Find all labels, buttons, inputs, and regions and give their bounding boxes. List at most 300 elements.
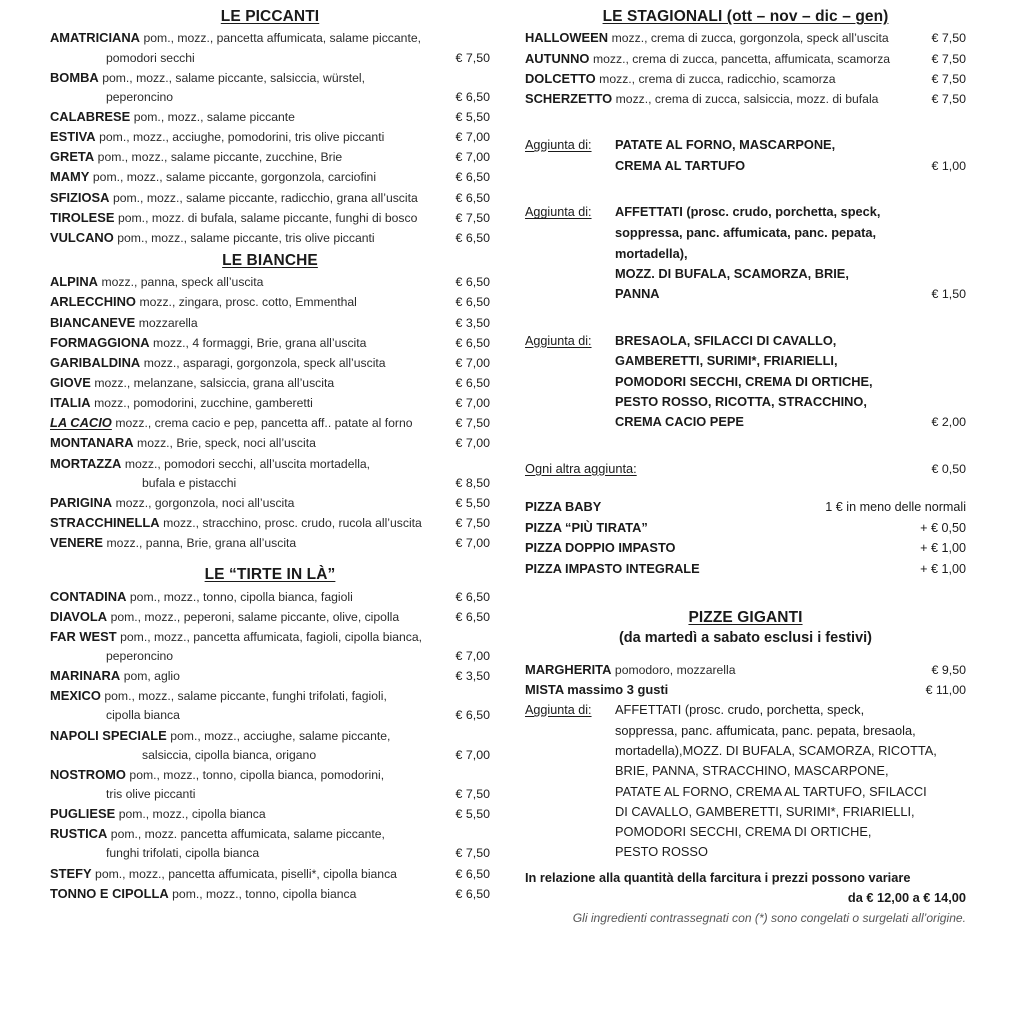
section-heading-stagionali — [525, 7, 966, 26]
section-heading-piccanti — [50, 7, 490, 26]
menu-item-price: € 7,00 — [455, 396, 490, 411]
menu-item-ingredients: pom., mozz., salame piccante — [133, 109, 295, 124]
menu-item-name: MEXICO — [50, 688, 101, 704]
addon-block-giganti — [525, 700, 966, 862]
menu-item-price: € 8,50 — [455, 475, 490, 490]
menu-item-name: DOLCETTO — [525, 70, 596, 86]
menu-row — [50, 864, 490, 884]
menu-item-ingredients: mozz., panna, Brie, grana all’uscita — [106, 536, 297, 551]
menu-row — [50, 208, 490, 228]
menu-item-price: € 7,50 — [455, 210, 490, 225]
menu-item-price: € 5,50 — [455, 109, 490, 124]
menu-row — [525, 680, 966, 700]
menu-row — [50, 513, 490, 533]
menu-item-desc — [525, 89, 909, 109]
menu-item-name: RUSTICA — [50, 826, 108, 842]
menu-item-desc — [50, 28, 435, 48]
menu-item-name: MARGHERITA — [525, 661, 612, 677]
addon-row — [525, 459, 966, 480]
menu-item-price: € 7,50 — [931, 71, 966, 86]
menu-item-price: € 7,50 — [455, 515, 490, 530]
menu-item-ingredients: pom., mozz., pancetta affumicata, fagioli, cipolla bianca, — [120, 629, 423, 644]
menu-row — [525, 28, 966, 48]
menu-row-cont — [50, 844, 490, 863]
spacer — [525, 579, 966, 605]
section-heading-stagionali-text: LE STAGIONALI (ott – nov – dic – gen) — [602, 8, 889, 25]
menu-item-name: TIROLESE — [50, 209, 115, 225]
addon-label: Aggiunta di: — [525, 205, 592, 220]
menu-item-price: € 6,50 — [455, 589, 490, 604]
menu-row — [50, 147, 490, 167]
menu-row — [50, 272, 490, 292]
menu-row — [50, 824, 490, 844]
menu-item-name: MORTAZZA — [50, 455, 122, 471]
addon-row — [525, 135, 966, 156]
menu-item-desc — [50, 824, 435, 844]
menu-item-price: € 7,50 — [931, 91, 966, 106]
section-heading-giganti — [525, 608, 966, 627]
menu-item-desc-cont — [50, 647, 435, 666]
giganti-note-line1: In relazione alla quantità della farcitura i prezzi possono variare — [525, 870, 911, 886]
menu-item-ingredients: mozz., Brie, speck, noci all’uscita — [137, 436, 316, 451]
menu-row-cont — [50, 49, 490, 68]
menu-item-ingredients: pom., mozz., acciughe, salame piccante, — [170, 728, 391, 743]
menu-item-desc — [50, 607, 435, 627]
addon-row — [525, 223, 966, 243]
variante-row — [525, 538, 966, 559]
menu-item-price: € 5,50 — [455, 495, 490, 510]
section-items-stagionali — [525, 28, 966, 109]
section-subheading-giganti: (da martedì a sabato esclusi i festivi) — [618, 629, 873, 646]
menu-item-ingredients: mozz., crema di zucca, pancetta, affumicata, scamorza — [592, 51, 891, 66]
menu-item-ingredients-cont: peperoncino — [106, 89, 174, 104]
menu-item-name: GIOVE — [50, 375, 91, 390]
menu-item-desc-cont — [50, 746, 435, 765]
menu-row — [525, 69, 966, 89]
menu-item-ingredients: pomodoro, mozzarella — [614, 662, 736, 677]
addon-line: AFFETTATI (prosc. crudo, porchetta, speck, — [615, 204, 881, 220]
ogni-altra-aggiunta-label: Ogni altra aggiunta: — [525, 460, 637, 476]
footnote: Gli ingredienti contrassegnati con (*) sono congelati o surgelati all’origine. — [572, 910, 966, 925]
addon-line: CREMA CACIO PEPE — [615, 414, 744, 430]
menu-item-ingredients: pom., mozz., tonno, cipolla bianca, fagioli — [129, 589, 353, 604]
menu-row — [50, 228, 490, 248]
menu-item-ingredients: pom., mozz., salame piccante, funghi trifolati, fagioli, — [104, 689, 387, 704]
menu-item-ingredients: pom., mozz., tonno, cipolla bianca, pomodorini, — [129, 767, 385, 782]
menu-item-name: SCHERZETTO — [525, 90, 613, 106]
menu-item-desc — [50, 884, 435, 904]
addon-row — [525, 412, 966, 433]
menu-row — [525, 49, 966, 69]
addon-row — [525, 761, 966, 781]
menu-item-ingredients: mozz., crema di zucca, radicchio, scamorza — [599, 71, 836, 86]
menu-item-ingredients-cont: cipolla bianca — [106, 708, 180, 723]
menu-item-name: SFIZIOSA — [50, 189, 110, 205]
variante-label: PIZZA BABY — [525, 499, 602, 515]
menu-item-desc-cont — [50, 844, 435, 863]
menu-row — [50, 587, 490, 607]
menu-item-desc — [50, 228, 435, 248]
menu-item-ingredients: mozz., crema cacio e pep, pancetta aff.. patate al forno — [115, 416, 413, 431]
menu-item-desc — [50, 533, 435, 553]
menu-row — [525, 89, 966, 109]
menu-item-ingredients: pom., mozz., cipolla bianca — [118, 807, 266, 822]
variante-row — [525, 518, 966, 539]
menu-item-name: PUGLIESE — [50, 806, 116, 822]
spacer — [525, 650, 966, 660]
menu-item-desc-cont — [50, 49, 435, 68]
menu-item-name: CONTADINA — [50, 588, 127, 604]
section-heading-tirte-text: LE “TIRTE IN LÀ” — [204, 566, 336, 584]
variante-value: + € 0,50 — [920, 520, 966, 535]
addon-row — [525, 331, 966, 352]
menu-item-name: NAPOLI SPECIALE — [50, 727, 167, 743]
menu-item-desc-cont — [50, 88, 435, 107]
addon-row — [525, 264, 966, 284]
menu-item-name: ITALIA — [50, 395, 91, 411]
menu-item-desc — [50, 272, 435, 292]
menu-item-price: € 7,00 — [455, 536, 490, 551]
menu-item-ingredients: pom., mozz. di bufala, salame piccante, funghi di bosco — [117, 210, 418, 225]
addon-row — [525, 700, 966, 721]
section-heading-giganti-text: PIZZE GIGANTI — [688, 609, 803, 627]
menu-item-desc — [50, 433, 435, 453]
menu-item-price: € 6,50 — [455, 866, 490, 881]
menu-item-desc — [50, 454, 435, 474]
menu-item-ingredients: pom., mozz., salame piccante, salsiccia, würstel, — [102, 70, 366, 85]
addon-row — [525, 351, 966, 371]
variante-value: + € 1,00 — [920, 561, 966, 576]
menu-item-desc — [50, 373, 435, 393]
menu-item-desc — [50, 393, 435, 413]
ogni-altra-aggiunta-block — [525, 459, 966, 480]
addon-row — [525, 721, 966, 741]
menu-item-ingredients: pom., mozz., pancetta affumicata, piselli*, cipolla bianca — [95, 866, 397, 881]
menu-row — [50, 373, 490, 393]
menu-item-ingredients: pom., mozz. pancetta affumicata, salame piccante, — [110, 827, 385, 842]
menu-item-desc — [50, 292, 435, 312]
menu-item-price: € 6,50 — [455, 376, 490, 390]
menu-item-price: € 7,00 — [455, 436, 490, 451]
menu-row — [50, 627, 490, 647]
addon-label: Aggiunta di: — [525, 333, 592, 348]
section-heading-bianche-text: LE BIANCHE — [222, 251, 318, 269]
menu-item-name: DIAVOLA — [50, 608, 108, 624]
giganti-note-line2: da € 12,00 a € 14,00 — [847, 889, 966, 905]
menu-row-cont — [50, 647, 490, 666]
menu-row — [50, 607, 490, 627]
addon-row — [525, 244, 966, 264]
menu-item-name: STRACCHINELLA — [50, 514, 160, 530]
addon-line: BRESAOLA, SFILACCI DI CAVALLO, — [615, 332, 837, 348]
menu-row — [50, 393, 490, 413]
menu-item-ingredients: mozz., 4 formaggi, Brie, grana all’uscita — [153, 335, 367, 350]
menu-item-desc — [50, 353, 435, 373]
menu-item-desc — [525, 660, 909, 680]
menu-item-price: € 7,00 — [455, 355, 490, 370]
addon-row — [525, 284, 966, 305]
menu-item-ingredients: pom., mozz., salame piccante, zucchine, Brie — [97, 150, 343, 165]
menu-item-desc — [50, 587, 435, 607]
menu-item-desc — [525, 680, 909, 700]
addon-line: GAMBERETTI, SURIMI*, FRIARIELLI, — [615, 353, 838, 369]
variante-label: PIZZA DOPPIO IMPASTO — [525, 540, 676, 556]
menu-item-name: NOSTROMO — [50, 766, 126, 782]
menu-item-price: € 3,50 — [455, 669, 490, 684]
menu-row — [50, 68, 490, 88]
menu-item-ingredients-cont: peperoncino — [106, 649, 174, 664]
variante-row — [525, 559, 966, 580]
menu-item-desc — [50, 313, 435, 333]
menu-item-price: € 7,50 — [931, 51, 966, 66]
menu-item-name: ESTIVA — [50, 129, 96, 145]
menu-item-ingredients: mozz., crema di zucca, gorgonzola, speck all’uscita — [611, 31, 889, 46]
menu-item-price: € 6,50 — [455, 295, 490, 310]
menu-item-desc — [50, 666, 435, 686]
menu-item-price: € 6,50 — [455, 170, 490, 185]
menu-item-ingredients: pom., mozz., peperoni, salame piccante, olive, cipolla — [110, 609, 400, 624]
ogni-altra-aggiunta-price: € 0,50 — [931, 461, 966, 476]
menu-row — [50, 313, 490, 333]
menu-item-desc — [50, 333, 435, 353]
menu-row-cont — [50, 474, 490, 493]
variante-value: 1 € in meno delle normali — [825, 500, 966, 515]
menu-item-ingredients: mozz., stracchino, prosc. crudo, rucola all’uscita — [163, 515, 422, 530]
menu-item-desc — [50, 68, 435, 88]
menu-row — [50, 167, 490, 187]
menu-row — [50, 493, 490, 513]
addon-label: Aggiunta di: — [525, 137, 592, 152]
addon-line: PESTO ROSSO, RICOTTA, STRACCHINO, — [615, 393, 867, 409]
menu-item-price: € 7,00 — [455, 150, 490, 165]
menu-item-name: MARINARA — [50, 668, 121, 684]
addon-line: PESTO ROSSO — [615, 844, 708, 860]
menu-item-name: MONTANARA — [50, 435, 134, 451]
menu-row — [50, 413, 490, 433]
menu-item-desc — [50, 147, 435, 167]
menu-item-ingredients: pom., mozz., acciughe, pomodorini, tris olive piccanti — [99, 130, 385, 145]
menu-item-price: € 7,00 — [455, 649, 490, 664]
menu-item-price: € 9,50 — [931, 662, 966, 677]
menu-item-price: € 5,50 — [455, 807, 490, 822]
menu-item-desc — [50, 208, 435, 228]
menu-row — [50, 127, 490, 147]
menu-item-price: € 6,50 — [455, 335, 490, 350]
menu-item-name: AUTUNNO — [525, 50, 590, 66]
menu-item-name: HALLOWEEN — [525, 30, 609, 46]
menu-item-ingredients-cont: bufala e pistacchi — [142, 475, 237, 490]
menu-item-name: VENERE — [50, 535, 104, 551]
menu-item-ingredients: mozz., zingara, prosc. cotto, Emmenthal — [139, 295, 357, 310]
menu-item-ingredients: pom., mozz., tonno, cipolla bianca — [172, 886, 357, 901]
addon-row — [525, 822, 966, 842]
menu-item-price: € 6,50 — [455, 230, 490, 245]
menu-item-price: € 6,50 — [455, 886, 490, 901]
menu-item-name: MISTA massimo 3 gusti — [525, 681, 669, 697]
menu-item-desc — [525, 49, 909, 69]
menu-item-name: ALPINA — [50, 274, 98, 290]
menu-item-price: € 7,50 — [455, 846, 490, 861]
menu-item-price: € 7,50 — [455, 50, 490, 65]
addon-line: soppressa, panc. affumicata, panc. pepata, bresaola, — [615, 722, 916, 738]
menu-item-desc — [50, 686, 435, 706]
menu-row — [50, 28, 490, 48]
section-items-giganti — [525, 660, 966, 700]
addon-row — [525, 202, 966, 223]
menu-row — [50, 333, 490, 353]
menu-item-ingredients-cont: funghi trifolati, cipolla bianca — [106, 846, 260, 861]
menu-row — [50, 804, 490, 824]
menu-row — [525, 660, 966, 680]
addon-block-3 — [525, 331, 966, 433]
menu-item-price: € 3,50 — [455, 315, 490, 330]
menu-item-desc — [525, 69, 909, 89]
menu-item-desc — [525, 28, 909, 48]
addon-line: POMODORI SECCHI, CREMA DI ORTICHE, — [615, 373, 873, 389]
addon-price: € 2,00 — [931, 415, 966, 430]
section-heading-tirte — [50, 565, 490, 584]
menu-row-cont — [50, 746, 490, 765]
menu-item-desc — [50, 188, 435, 208]
menu-item-ingredients: pom., mozz., salame piccante, tris olive piccanti — [117, 230, 375, 245]
menu-row-cont — [50, 88, 490, 107]
addon-line: AFFETTATI (prosc. crudo, porchetta, speck, — [615, 702, 865, 718]
giganti-note — [525, 868, 966, 906]
menu-item-ingredients: mozz., gorgonzola, noci all’uscita — [115, 495, 295, 510]
menu-item-ingredients: mozz., crema di zucca, salsiccia, mozz. di bufala — [615, 91, 879, 106]
addon-block-2 — [525, 202, 966, 304]
menu-item-desc — [50, 167, 435, 187]
menu-item-name: PARIGINA — [50, 494, 113, 510]
section-heading-piccanti-text: LE PICCANTI — [220, 8, 320, 25]
menu-item-desc — [50, 765, 435, 785]
menu-item-desc — [50, 627, 435, 647]
menu-row — [50, 884, 490, 904]
variante-label: PIZZA IMPASTO INTEGRALE — [525, 560, 700, 576]
addon-line: soppressa, panc. affumicata, panc. pepata, — [615, 225, 876, 241]
menu-item-desc-cont — [50, 706, 435, 725]
menu-item-price: € 7,00 — [455, 130, 490, 145]
spacer — [525, 479, 966, 497]
menu-item-price: € 7,50 — [455, 787, 490, 802]
menu-item-name: ARLECCHINO — [50, 294, 136, 310]
menu-item-name: GARIBALDINA — [50, 354, 141, 370]
addon-line: MOZZ. DI BUFALA, SCAMORZA, BRIE, — [615, 265, 849, 281]
variante-row — [525, 497, 966, 518]
variante-label: PIZZA “PIÙ TIRATA” — [525, 519, 648, 535]
addon-row — [525, 156, 966, 177]
addon-row — [525, 842, 966, 862]
menu-item-ingredients: pom, aglio — [123, 669, 180, 684]
addon-line: mortadella), — [615, 245, 688, 261]
menu-item-price: € 7,00 — [455, 747, 490, 762]
menu-row — [50, 433, 490, 453]
addon-row — [525, 372, 966, 392]
menu-row — [50, 454, 490, 474]
menu-row — [50, 666, 490, 686]
menu-row-cont — [50, 785, 490, 804]
menu-item-name: BIANCANEVE — [50, 314, 136, 330]
menu-item-ingredients: pom., mozz., salame piccante, radicchio, grana all’uscita — [112, 190, 418, 205]
menu-item-name: FAR WEST — [50, 628, 117, 644]
addon-line: PATATE AL FORNO, MASCARPONE, — [615, 136, 836, 152]
menu-item-desc — [50, 804, 435, 824]
addon-price: € 1,50 — [931, 286, 966, 301]
addon-label: Aggiunta di: — [525, 703, 592, 718]
menu-item-ingredients: mozzarella — [138, 315, 198, 330]
addon-line: BRIE, PANNA, STRACCHINO, MASCARPONE, — [615, 763, 889, 779]
right-column — [512, 0, 1024, 1024]
menu-item-name: BOMBA — [50, 69, 99, 85]
addon-line: PANNA — [615, 285, 660, 301]
menu-item-name: LA CACIO — [50, 415, 112, 431]
menu-row — [50, 188, 490, 208]
menu-item-price: € 7,50 — [455, 416, 490, 431]
menu-row — [50, 726, 490, 746]
menu-item-name: AMATRICIANA — [50, 30, 140, 46]
menu-item-price: € 6,50 — [455, 275, 490, 290]
menu-item-ingredients: mozz., pomodori secchi, all’uscita mortadella, — [124, 456, 371, 471]
menu-item-name: TONNO E CIPOLLA — [50, 885, 169, 901]
menu-item-price: € 7,50 — [931, 31, 966, 46]
menu-row — [50, 292, 490, 312]
menu-item-desc — [50, 513, 435, 533]
menu-item-name: GRETA — [50, 149, 95, 165]
menu-item-ingredients: mozz., melanzane, salsiccia, grana all’uscita — [94, 376, 335, 390]
menu-item-desc — [50, 493, 435, 513]
addon-line: PATATE AL FORNO, CREMA AL TARTUFO, SFILACCI — [615, 783, 927, 799]
menu-row — [50, 353, 490, 373]
menu-item-ingredients: mozz., asparagi, gorgonzola, speck all’uscita — [143, 355, 386, 370]
section-items-tirte — [50, 587, 490, 904]
addon-row — [525, 802, 966, 822]
menu-item-ingredients: mozz., pomodorini, zucchine, gamberetti — [94, 396, 313, 411]
menu-row — [50, 686, 490, 706]
addon-line: DI CAVALLO, GAMBERETTI, SURIMI*, FRIARIELLI, — [615, 803, 915, 819]
menu-item-ingredients-cont: tris olive piccanti — [106, 787, 196, 802]
menu-item-desc — [50, 127, 435, 147]
section-items-bianche — [50, 272, 490, 553]
menu-item-desc-cont — [50, 474, 435, 493]
menu-item-ingredients-cont: salsiccia, cipolla bianca, origano — [142, 747, 317, 762]
menu-item-ingredients: pom., mozz., salame piccante, gorgonzola, carciofini — [92, 170, 377, 185]
variante-value: + € 1,00 — [920, 541, 966, 556]
menu-item-desc — [50, 864, 435, 884]
menu-item-price: € 6,50 — [455, 89, 490, 104]
menu-item-name: MAMY — [50, 169, 90, 185]
menu-item-price: € 11,00 — [925, 682, 966, 697]
menu-row — [50, 533, 490, 553]
addon-price: € 1,00 — [931, 158, 966, 173]
addon-line: mortadella),MOZZ. DI BUFALA, SCAMORZA, RICOTTA, — [615, 743, 937, 759]
menu-item-desc — [50, 413, 435, 433]
menu-item-name: VULCANO — [50, 229, 114, 245]
addon-line: POMODORI SECCHI, CREMA DI ORTICHE, — [615, 824, 872, 839]
varianti-block — [525, 497, 966, 579]
addon-row — [525, 782, 966, 802]
section-items-piccanti — [50, 28, 490, 248]
addon-row — [525, 741, 966, 761]
addon-block-1 — [525, 135, 966, 176]
addon-line: CREMA AL TARTUFO — [615, 157, 746, 173]
menu-item-desc — [50, 107, 435, 127]
menu-item-price: € 6,50 — [455, 190, 490, 205]
menu-item-price: € 6,50 — [455, 609, 490, 624]
menu-item-name: STEFY — [50, 865, 92, 881]
menu-item-desc — [50, 726, 435, 746]
menu-item-price: € 6,50 — [455, 708, 490, 723]
menu-row — [50, 765, 490, 785]
